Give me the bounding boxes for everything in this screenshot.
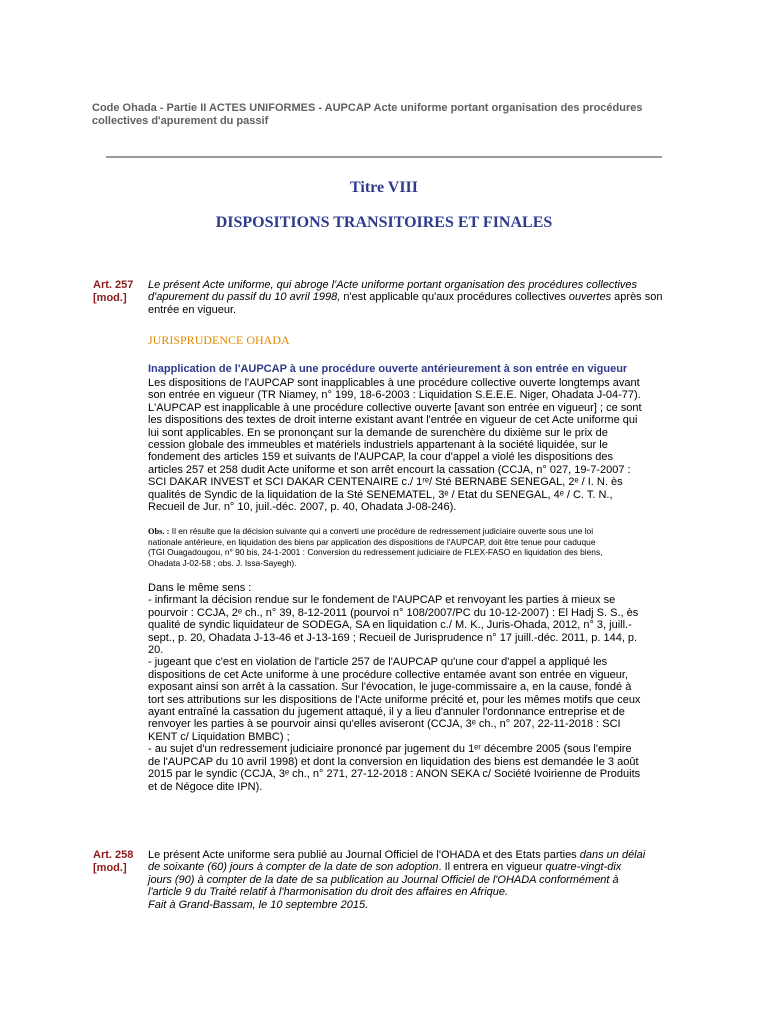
text-line: - au sujet d'un redressement judiciaire prononcé par jugement du 1ᵉʳ décembre 2005 (sous l'empire [148, 743, 632, 756]
article-257-label [93, 279, 133, 304]
text-line: (TGI Ouagadougou, n° 90 bis, 24-1-2001 : Conversion du redressement judiciaire de FLEX-FASO en liquidation des biens, [148, 547, 603, 558]
text-line: les dispositions des textes de droit interne existant avant l'entrée en vigueur de cet Acte uniforme qui [148, 414, 638, 427]
text-line: . Il entrera en vigueur [438, 861, 546, 874]
text-line: qualités de Syndic de la liquidation de la Sté SENEMATEL, 3ᵉ / Etat du SENEGAL, 4ᵉ / C. T. N., [148, 488, 613, 501]
text-line: L'AUPCAP est inapplicable à une procédure collective ouverte [avant son entrée en vigueur] ; ce sont [148, 401, 642, 414]
observation-note [148, 526, 668, 568]
text-line: Ohadata J-02-58 ; obs. J. Issa-Sayegh). [148, 557, 297, 568]
text-line: sept., p. 20, Ohadata J-13-46 et J-13-169 ; Recueil de Jurisprudence n° 17 juill.-déc. 2011, p. 144, p. [148, 631, 638, 644]
text-line: jours (90) à compter de la date de sa publication au Journal Officiel de l'OHADA conformément à [148, 873, 619, 886]
title-subheading: DISPOSITIONS TRANSITOIRES ET FINALES [215, 214, 553, 231]
document-header: Code Ohada - Partie II ACTES UNIFORMES - AUPCAP Acte uniforme portant organisation des procédures collectives d'apurement du passif [92, 102, 643, 127]
article-258-label [93, 849, 133, 874]
text-line: 20. [148, 644, 164, 657]
text-line: renvoyer les parties à se pourvoir ainsi qu'elles aviseront (CCJA, 3ᵉ ch., n° 207, 22-11-2018 : SCI [148, 718, 621, 731]
text-line: Les dispositions de l'AUPCAP sont inapplicables à une procédure collective ouverte longtemps avant [148, 377, 640, 389]
text-line: lui sont applicables. En se prononçant sur la demande de surenchère du dixième sur le prix de [148, 426, 608, 439]
text-line: - infirmant la décision rendue sur le fondement de l'AUPCAP et renvoyant les parties à mieux se [148, 594, 616, 607]
text-line: et de Négoce dite IPN). [148, 780, 263, 793]
text-line: quatre-vingt-dix [545, 861, 622, 874]
text-line: cession globale des immeubles et matériels industriels appartenant à la société liquidée, sur le [148, 439, 608, 452]
text-line: KENT c/ Liquidation BMBC) ; [148, 730, 290, 743]
text-line: qualité de syndic liquidateur de SODEGA, SA en liquidation c./ M. K., Juris-Ohada, 2012, n° 3, juill.- [148, 619, 632, 632]
article-258-text [148, 849, 674, 911]
text-line: pourvoir : CCJA, 2ᵉ ch., n° 39, 8-12-2011 (pourvoi n° 108/2007/PC du 10-12-2007) : El Hadj S. S., ès [148, 606, 639, 619]
text-line: nationale antérieure, en liquidation des biens par application des dispositions de l'AUPCAP, doit être tenue pour caduque [148, 537, 596, 548]
text-line: exposant ainsi son arrêt à la cassation. Sur l'évocation, le juge-commissaire a, en la cause, fondé à [148, 681, 632, 694]
article-257-italic-text: Le présent Acte uniforme, qui abroge l'Acte uniforme portant organisation des procédures collectives d'apurement du passif du 10 avril 1998, [148, 279, 638, 304]
text-line: - jugeant que c'est en violation de l'article 257 de l'AUPCAP qu'une cour d'appel a appliqué les [148, 656, 608, 669]
jurisprudence-heading: JURISPRUDENCE OHADA [148, 333, 290, 347]
text-line: 2015 par le syndic (CCJA, 3ᵉ ch., n° 271, 27-12-2018 : ANON SEKA c/ Société Ivoirienne de Produits [148, 768, 641, 781]
obs-label: Obs. : [148, 527, 170, 536]
horizontal-rule [106, 156, 662, 158]
text-line: fondement des articles 159 et suivants de l'AUPCAP, la cour d'appel a violé les dispositions des [148, 451, 614, 464]
article-number: Art. 257 [93, 279, 134, 291]
text-line: Il en résulte que la décision suivante qui a converti une procédure de redressement judiciaire ouverte sous une loi [169, 526, 594, 536]
text-line: dispositions de cet Acte uniforme à une procédure collective entamée avant son entrée en vigueur, [148, 668, 629, 681]
article-number: Art. 258 [93, 849, 134, 861]
title-heading: Titre VIII [349, 179, 418, 196]
text-line: l'article 9 du Traité relatif à l'harmonisation du droit des affaires en Afrique. [148, 886, 509, 899]
text-line: de soixante (60) jours à compter de la date de son adoption [148, 861, 439, 874]
text-line: Recueil de Jur. n° 10, juil.-déc. 2007, p. 40, Ohadata J-08-246). [148, 501, 457, 514]
article-mod-tag: [mod.] [93, 861, 127, 874]
text-line: Le présent Acte uniforme sera publié au Journal Officiel de l'OHADA et des Etats parties [148, 849, 580, 861]
meme-sens-body [148, 582, 674, 793]
text-line: ayant entraîné la cassation du jugement attaqué, il y a lieu d'annuler l'ordonnance entreprise et de [148, 706, 625, 719]
jurisprudence-title: Inapplication de l'AUPCAP à une procédure ouverte antérieurement à son entrée en vigueur [148, 363, 628, 375]
text-line: SCI DAKAR INVEST et SCI DAKAR CENTENAIRE c./ 1ʳᵉ/ Sté BERNABE SENEGAL, 2ᵉ / I. N. ès [148, 476, 623, 489]
article-mod-tag: [mod.] [93, 291, 127, 304]
jurisprudence-body [148, 377, 674, 513]
text-line: de l'AUPCAP du 10 avril 1998) et dont la conversion en liquidation des biens est demandée le 3 août [148, 755, 639, 768]
text-line: Dans le même sens : [148, 582, 252, 594]
text-line: articles 257 et 258 dudit Acte uniforme et son arrêt encourt la cassation (CCJA, n° 027, 19-7-2007 : [148, 463, 631, 476]
text-line: Fait à Grand-Bassam, le 10 septembre 2015. [148, 898, 369, 911]
text-line: dans un délai [579, 849, 646, 861]
article-257-text: Le présent Acte uniforme, qui abroge l'Acte uniforme portant organisation des procédures collectives d'apurement du passif du 10 avril 1998, n'est applicable qu'aux procédures collectives ouvertes après son entrée en vigueur. [148, 279, 663, 316]
text-line: son entrée en vigueur (TR Niamey, n° 199, 18-6-2003 : Liquidation S.E.E.E. Niger, Ohadata J-04-77). [148, 389, 641, 402]
text-line: tort ses attributions sur les dispositions de l'Acte uniforme précité et, pour les mêmes motifs que ceux [148, 693, 641, 706]
